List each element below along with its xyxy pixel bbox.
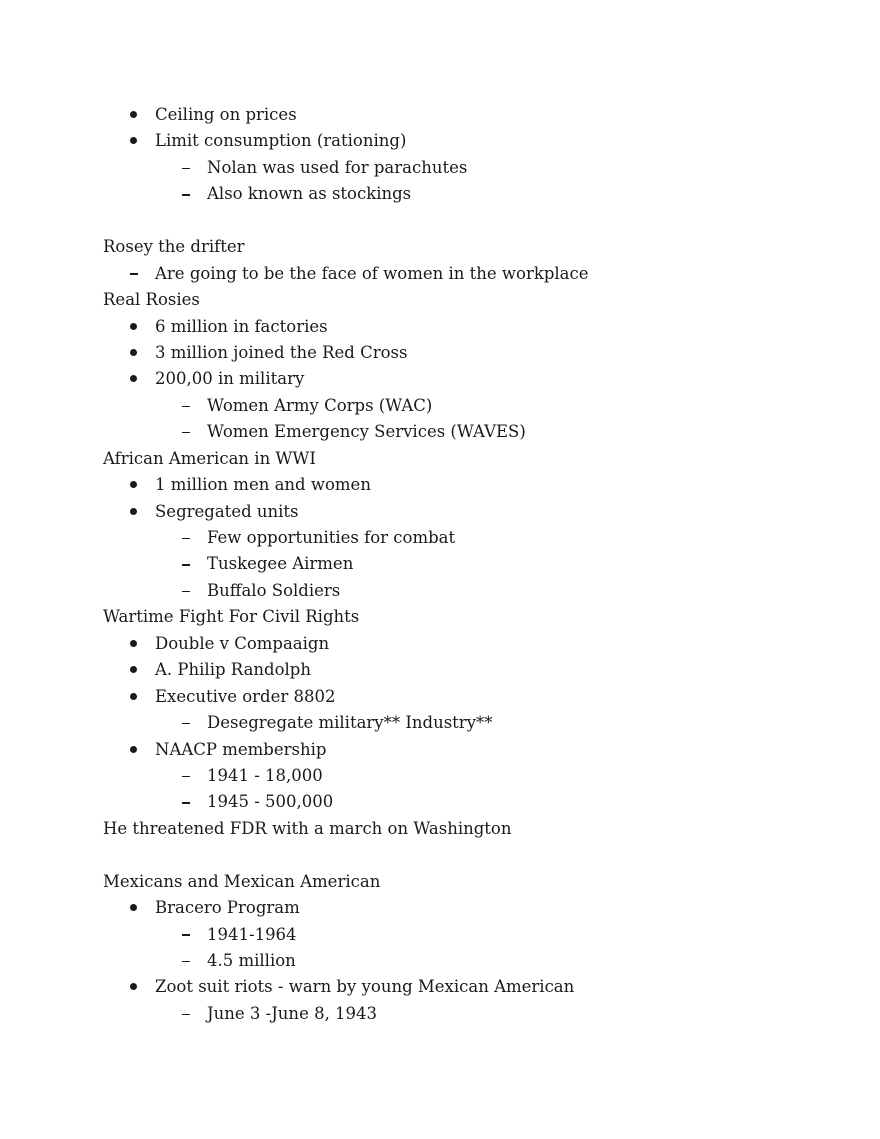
blank-line — [103, 208, 803, 234]
list-marker — [182, 181, 190, 207]
list-marker — [130, 340, 137, 366]
list-marker — [182, 525, 190, 551]
dash-item — [103, 155, 803, 181]
heading-line — [103, 287, 803, 313]
line-text: Also known as stockings — [207, 184, 412, 204]
document-page — [103, 102, 803, 1027]
list-marker — [182, 1001, 190, 1027]
heading-line — [103, 234, 803, 260]
dash-item — [103, 419, 803, 445]
heading-line — [103, 869, 803, 895]
list-marker — [182, 551, 190, 577]
bullet-item — [103, 499, 803, 525]
dash-item — [103, 551, 803, 577]
heading-line — [103, 816, 803, 842]
dash-item — [103, 525, 803, 551]
bullet-item — [103, 472, 803, 498]
bullet-item — [103, 340, 803, 366]
bullet-item — [103, 366, 803, 392]
bullet-icon — [130, 693, 137, 700]
list-marker — [182, 393, 190, 419]
line-text: 1945 - 500,000 — [207, 792, 334, 812]
bullet-item — [103, 314, 803, 340]
line-text: Are going to be the face of women in the workplace — [155, 263, 589, 283]
line-text: Nolan was used for parachutes — [207, 157, 468, 177]
line-text: NAACP membership — [155, 739, 327, 759]
bullet-icon — [130, 323, 137, 330]
dash-icon — [182, 934, 190, 935]
dash-item — [103, 763, 803, 789]
line-text: 1941-1964 — [207, 924, 297, 944]
list-marker — [182, 948, 190, 974]
line-text: Women Emergency Services (WAVES) — [207, 422, 526, 442]
list-marker — [182, 789, 190, 815]
line-text: African American in WWI — [103, 448, 316, 468]
list-marker — [130, 684, 137, 710]
line-text: 200,00 in military — [155, 369, 305, 389]
line-text: Segregated units — [155, 501, 299, 521]
list-marker — [182, 155, 190, 181]
dash-icon — [182, 1014, 190, 1015]
dash-icon — [182, 432, 190, 433]
line-text: Tuskegee Airmen — [207, 554, 354, 574]
dash-item — [103, 948, 803, 974]
dash-icon — [130, 273, 138, 274]
dash-icon — [182, 723, 190, 724]
line-text: Desegregate military** Industry** — [207, 713, 493, 733]
list-marker — [130, 631, 137, 657]
line-text: June 3 -June 8, 1943 — [207, 1003, 378, 1023]
bullet-item — [103, 684, 803, 710]
heading-line — [103, 604, 803, 630]
dash-item — [103, 922, 803, 948]
dash-icon — [182, 406, 190, 407]
dash-item — [103, 789, 803, 815]
dash-item — [103, 578, 803, 604]
list-marker — [130, 366, 137, 392]
bullet-icon — [130, 111, 137, 118]
dash-icon — [182, 776, 190, 777]
line-text: Few opportunities for combat — [207, 528, 456, 547]
bullet-item — [103, 631, 803, 657]
line-text: Bracero Program — [155, 898, 300, 918]
list-marker — [130, 974, 137, 1000]
list-marker — [130, 657, 137, 683]
bullet-item — [103, 128, 803, 154]
line-text: He threatened FDR with a march on Washington — [103, 818, 512, 838]
dash-item — [103, 710, 803, 736]
bullet-icon — [130, 508, 137, 515]
list-marker — [130, 102, 137, 128]
list-marker — [130, 472, 137, 498]
line-text: Buffalo Soldiers — [207, 580, 341, 600]
line-text: Zoot suit riots - warn by young Mexican American — [155, 977, 575, 997]
list-marker — [130, 261, 138, 287]
list-marker — [182, 578, 190, 604]
line-text: Ceiling on prices — [155, 105, 297, 124]
dash-item — [103, 1001, 803, 1027]
bullet-icon — [130, 375, 137, 382]
bullet-icon — [130, 137, 137, 144]
dash-item — [103, 261, 803, 287]
line-text: Limit consumption (rationing) — [155, 131, 407, 151]
dash-icon — [182, 564, 190, 565]
list-marker — [130, 314, 137, 340]
dash-icon — [182, 961, 190, 962]
list-marker — [182, 763, 190, 789]
bullet-item — [103, 657, 803, 683]
list-marker — [130, 895, 137, 921]
list-marker — [130, 737, 137, 763]
line-text: Wartime Fight For Civil Rights — [103, 607, 360, 627]
line-text: 4.5 million — [207, 951, 296, 970]
list-marker — [182, 419, 190, 445]
line-text: 3 million joined the Red Cross — [155, 342, 408, 362]
bullet-item — [103, 102, 803, 128]
line-text: Executive order 8802 — [155, 686, 336, 706]
bullet-item — [103, 895, 803, 921]
heading-line — [103, 446, 803, 472]
bullet-icon — [130, 904, 137, 911]
dash-item — [103, 393, 803, 419]
bullet-icon — [130, 746, 137, 753]
line-text: 6 million in factories — [155, 316, 328, 336]
bullet-item — [103, 737, 803, 763]
line-text: A. Philip Randolph — [155, 660, 312, 680]
line-text: Women Army Corps (WAC) — [207, 395, 433, 415]
blank-line — [103, 842, 803, 868]
line-text: Mexicans and Mexican American — [103, 871, 381, 891]
dash-icon — [182, 591, 190, 592]
dash-icon — [182, 802, 190, 803]
dash-item — [103, 181, 803, 207]
bullet-item — [103, 974, 803, 1000]
dash-icon — [182, 538, 190, 539]
bullet-icon — [130, 666, 137, 673]
line-text: Double v Compaaign — [155, 633, 330, 653]
bullet-icon — [130, 481, 137, 488]
bullet-icon — [130, 640, 137, 647]
line-text: Real Rosies — [103, 290, 200, 310]
list-marker — [130, 499, 137, 525]
list-marker — [130, 128, 137, 154]
bullet-icon — [130, 983, 137, 990]
dash-icon — [182, 168, 190, 169]
line-text: Rosey the drifter — [103, 237, 245, 257]
line-text: 1 million men and women — [155, 475, 371, 495]
dash-icon — [182, 194, 190, 195]
bullet-icon — [130, 349, 137, 356]
line-text: 1941 - 18,000 — [207, 765, 323, 785]
list-marker — [182, 710, 190, 736]
list-marker — [182, 922, 190, 948]
